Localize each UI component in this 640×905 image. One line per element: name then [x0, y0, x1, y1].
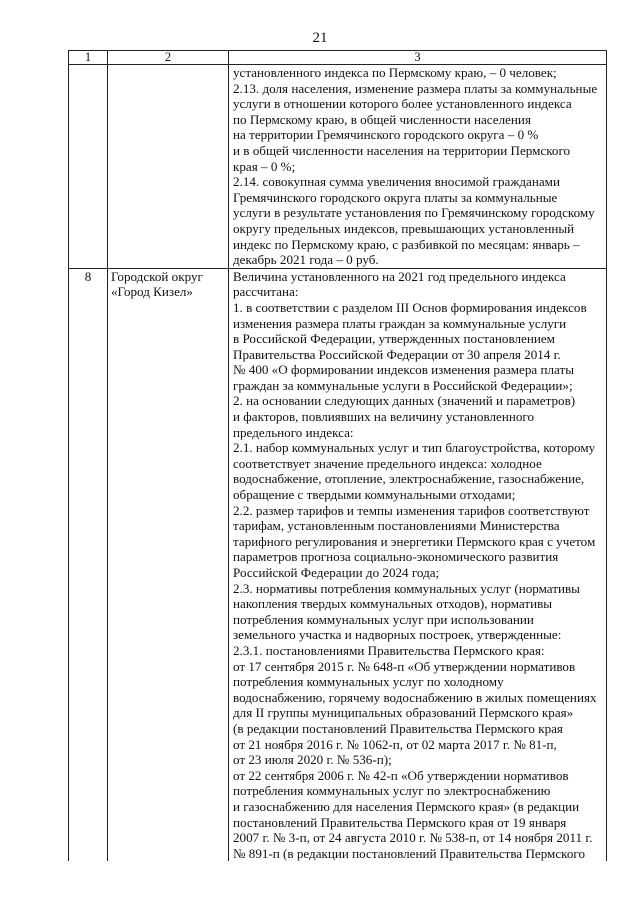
- text-line: и газоснабжению для населения Пермского края» (в редакции: [233, 798, 580, 814]
- text-line: тарифного регулирования и энергетики Пермского края с учетом: [233, 533, 596, 549]
- text-line: земельного участка и надворных построек, утвержденные:: [233, 627, 562, 643]
- text-line: параметров прогноза социально-экономического развития: [233, 549, 559, 565]
- text-line: 1. в соответствии с разделом III Основ формирования индексов: [233, 299, 587, 315]
- description-cell: [229, 268, 607, 861]
- text-line: по Пермскому краю, в общей численности населения: [233, 111, 531, 127]
- text-line: от 22 сентября 2006 г. № 42-п «Об утверждении нормативов: [233, 767, 569, 783]
- text-line: от 17 сентября 2015 г. № 648-п «Об утверждении нормативов: [233, 658, 576, 674]
- text-line: Правительства Российской Федерации от 30 апреля 2014 г.: [233, 346, 561, 362]
- text-line: на территории Гремячинского городского округа – 0 %: [233, 127, 539, 143]
- column-header-1: 1: [69, 51, 108, 65]
- text-line: № 891-п (в редакции постановлений Правительства Пермского: [233, 845, 585, 861]
- text-line: в Российской Федерации, утвержденных постановлением: [233, 331, 555, 347]
- text-line: водоснабжению, горячему водоснабжению в жилых помещениях: [233, 689, 597, 705]
- text-line: и в общей численности населения на территории Пермского: [233, 142, 571, 158]
- text-line: и факторов, повлиявших на величину установленного: [233, 409, 534, 425]
- text-line: Величина установленного на 2021 год предельного индекса: [233, 268, 566, 284]
- text-line: № 400 «О формировании индексов изменения размера платы: [233, 362, 575, 378]
- text-line: округу предельных индексов, превышающих установленный: [233, 220, 575, 236]
- text-line: края – 0 %;: [233, 158, 296, 174]
- table-row: [69, 268, 607, 861]
- text-line: граждан за коммунальные услуги в Российской Федерации»;: [233, 377, 573, 393]
- text-line: накопления твердых коммунальных отходов), нормативы: [233, 596, 553, 612]
- text-line: (в редакции постановлений Правительства Пермского края: [233, 720, 563, 736]
- text-line: 2.2. размер тарифов и темпы изменения тарифов соответствуют: [233, 502, 590, 518]
- text-line: «Город Кизел»: [111, 284, 193, 300]
- municipality-cell: [108, 65, 229, 269]
- text-line: постановлений Правительства Пермского края от 19 января: [233, 814, 567, 830]
- text-line: изменения размера платы граждан за коммунальные услуги: [233, 315, 567, 331]
- text-line: предельного индекса:: [233, 424, 354, 440]
- table-header-row: [69, 51, 607, 65]
- regulation-table: [68, 50, 607, 861]
- text-line: потребления коммунальных услуг при использовании: [233, 611, 534, 627]
- text-line: рассчитана:: [233, 284, 299, 300]
- text-line: декабрь 2021 года – 0 руб.: [233, 252, 379, 268]
- text-line: потребления коммунальных услуг по холодному: [233, 674, 504, 690]
- column-header-2: 2: [108, 51, 229, 65]
- text-line: 2.13. доля населения, изменение размера платы за коммунальные: [233, 80, 598, 96]
- row-number-cell: 8: [69, 268, 108, 861]
- row-number-cell: [69, 65, 108, 269]
- text-line: установленного индекса по Пермскому краю, – 0 человек;: [233, 65, 557, 80]
- column-header-3: 3: [229, 51, 607, 65]
- text-line: потребления коммунальных услуг по электроснабжению: [233, 783, 551, 799]
- page-number: 21: [312, 30, 328, 46]
- text-line: 2.3.1. постановлениями Правительства Пермского края:: [233, 642, 545, 658]
- text-line: для II группы муниципальных образований Пермского края»: [233, 705, 574, 721]
- text-line: Гремячинского городского округа платы за коммунальные: [233, 189, 558, 205]
- table-row-continued: [69, 65, 607, 269]
- text-line: от 23 июля 2020 г. № 536-п);: [233, 752, 392, 768]
- text-line: обращение с твердыми коммунальными отходами;: [233, 487, 516, 503]
- text-line: Городской округ: [111, 268, 203, 284]
- text-line: водоснабжение, отопление, электроснабжение, газоснабжение,: [233, 471, 585, 487]
- text-line: 2007 г. № 3-п, от 24 августа 2010 г. № 538-п, от 14 ноября 2011 г.: [233, 830, 593, 846]
- text-line: тарифам, установленным постановлениями Министерства: [233, 518, 560, 534]
- text-line: 2.14. совокупная сумма увеличения вносимой гражданами: [233, 174, 560, 190]
- text-line: индекс по Пермскому краю, с разбивкой по месяцам: январь –: [233, 236, 580, 252]
- text-line: соответствует значение предельного индекса: холодное: [233, 455, 542, 471]
- text-line: 2.3. нормативы потребления коммунальных услуг (нормативы: [233, 580, 580, 596]
- text-line: от 21 ноября 2016 г. № 1062-п, от 02 марта 2017 г. № 81-п,: [233, 736, 557, 752]
- text-line: 2.1. набор коммунальных услуг и тип благоустройства, которому: [233, 440, 596, 456]
- text-line: 2. на основании следующих данных (значений и параметров): [233, 393, 576, 409]
- description-cell: [229, 65, 607, 269]
- text-line: Российской Федерации до 2024 года;: [233, 565, 440, 580]
- text-line: услуги в отношении которого более установленного индекса: [233, 96, 572, 112]
- municipality-cell: [108, 268, 229, 861]
- text-line: услуги в результате установления по Гремячинскому городскому: [233, 205, 595, 221]
